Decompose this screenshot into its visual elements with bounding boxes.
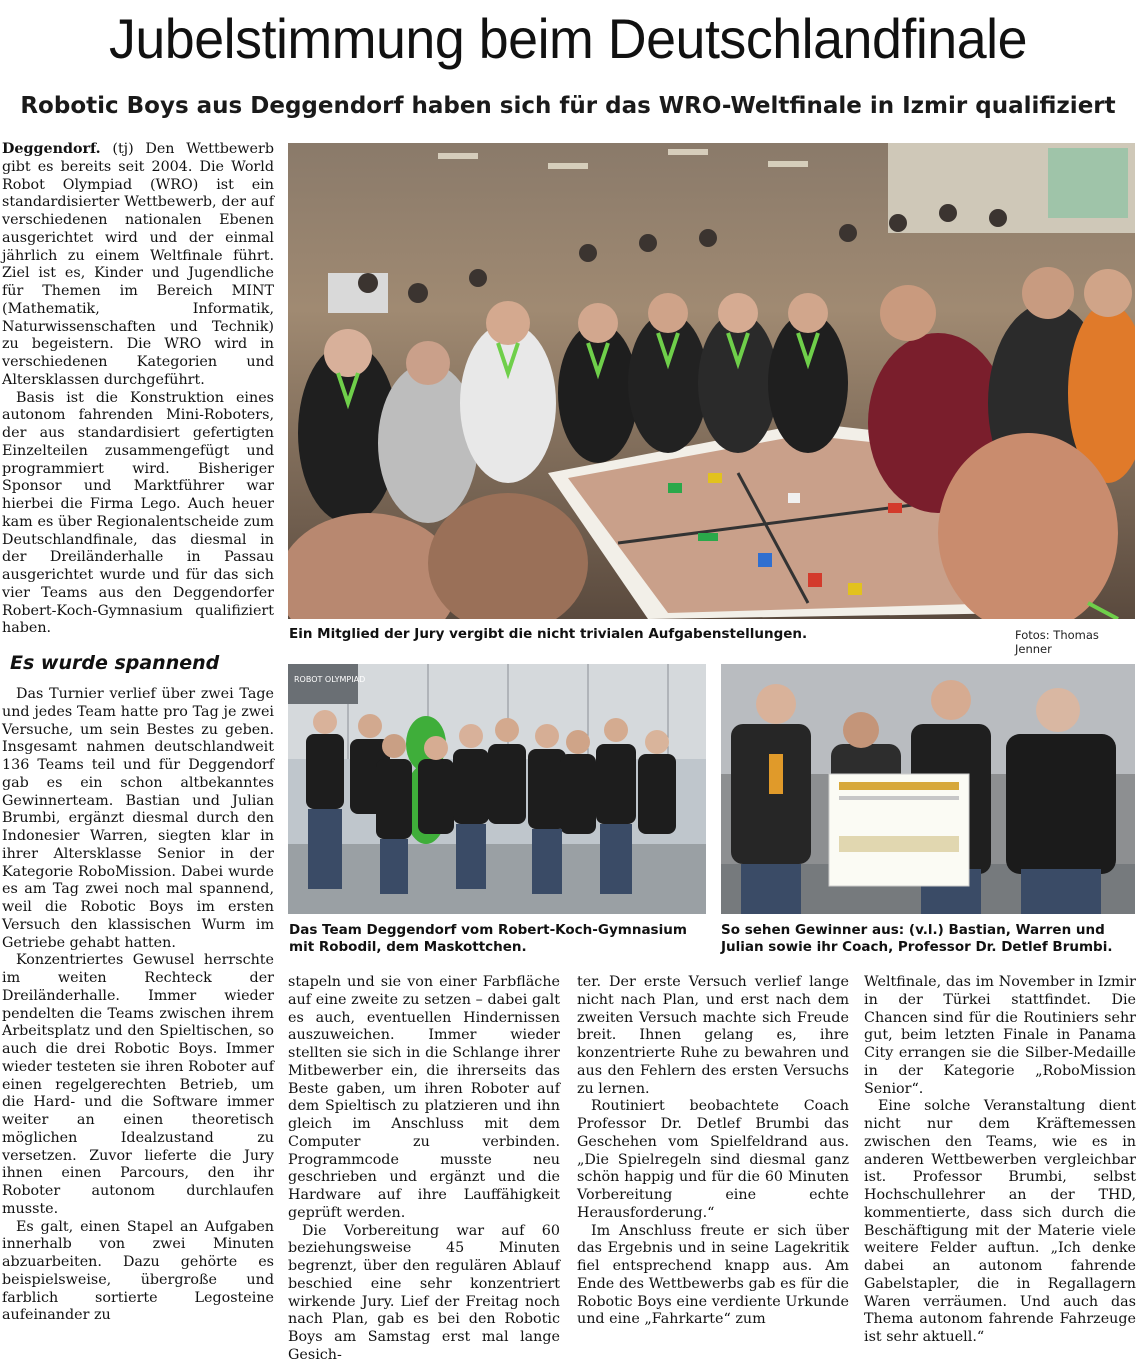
- paragraph: Es galt, einen Stapel an Aufgaben innerhalb von zwei Minuten abzuarbeiten. Dazu gehörte es beispielsweise, übergroße und farblich sortierte Legosteine aufeinander zu: [2, 1218, 274, 1324]
- paragraph: stapeln und sie von einer Farbfläche auf eine zweite zu setzen – dabei galt es auch, eventuellen Hindernissen auszuweichen. Immer wieder stellten sie sich in die Schlange ihrer Mitbewerber ein, die ihrerseits das Beste gaben, um ihren Roboter auf dem Spieltisch zu platzieren und ihn gleich im Anschluss mit dem Computer zu verbinden. Programmcode musste neu geschrieben und ergänzt und die Hardware auf ihre Lauffähigkeit geprüft werden.: [288, 974, 560, 1221]
- column-3: [577, 974, 849, 1329]
- headline: Jubelstimmung beim Deutschlandfinale: [108, 7, 1028, 70]
- paragraph: Basis ist die Konstruktion eines autonom fahrenden Mini-Roboters, der aus standardisiert gefertigten Einzelteilen zusammengefügt und programmiert wird. Bisheriger Sponsor und Marktführer war hierbei die Firma Lego. Auch heuer kam es über Regionalentscheide zum Deutschlandfinale, das diesmal in der Dreiländerhalle in Passau ausgerichtet wurde und für das sich vier Teams aus den Deggendorfer Robert-Koch-Gymnasium qualifiziert haben.: [2, 389, 274, 637]
- main-photo-caption: Ein Mitglied der Jury vergibt die nicht trivialen Aufgabenstellungen.: [289, 626, 808, 642]
- subheading: Es wurde spannend: [10, 652, 220, 674]
- paragraph: ter. Der erste Versuch verlief lange nicht nach Plan, und erst nach dem zweiten Versuch machte sich Freude breit. Ihnen gelang es, ihre konzentrierte Ruhe zu bewahren und aus den Fehlern des ersten Versuchs zu lernen.: [577, 974, 849, 1097]
- paragraph: Das Turnier verlief über zwei Tage und jedes Team hatte pro Tag je zwei Versuche, um sein Bestes zu geben. Insgesamt nahmen deutschlandweit 136 Teams teil und für Deggendorf gab es ein schon altbekanntes Gewinnerteam. Bastian und Julian Brumbi, ergänzt diesmal durch den Indonesier Warren, siegten klar in ihrer Altersklasse Senior in der Kategorie RoboMission. Dabei wurde es am Tag zwei noch mal spannend, weil die Robotic Boys im ersten Versuch den klassischen Wurm im Getriebe gehabt hatten.: [2, 686, 274, 951]
- team-photo-caption: Das Team Deggendorf vom Robert-Koch-Gymnasium mit Robodil, dem Maskottchen.: [289, 922, 687, 955]
- column-2: [288, 974, 560, 1365]
- column-4: [864, 974, 1136, 1347]
- main-photo: [288, 143, 1135, 619]
- paragraph: Eine solche Veranstaltung dient nicht nur dem Kräftemessen zwischen den Teams, wie es in anderen Wettbewerben vergleichbar ist. Professor Brumbi, selbst Hochschullehrer an der THD, kommentierte, dass sich durch die Beschäftigung mit der Materie viele weitere Felder auftun. „Ich denke dabei an autonom fahrende Gabelstapler, die in Regallagern Waren verräumen. Und auch das Thema autonom fahrende Fahrzeuge ist sehr aktuell.“: [864, 1098, 1136, 1345]
- paragraph: Die Vorbereitung war auf 60 beziehungsweise 45 Minuten begrenzt, über den regulären Ablauf beschied eine sehr konzentriert wirkende Jury. Lief der Freitag noch nach Plan, gab es bei den Robotic Boys am Samstag erst mal lange Gesich-: [288, 1222, 560, 1363]
- intro-text: (tj) Den Wettbewerb gibt es bereits seit 2004. Die World Robot Olympiad (WRO) ist ein standardisierter Wettbewerb, der auf verschiedenen nationalen Ebenen ausgerichtet wird und der einmal jährlich zu einem Weltfinale führt. Ziel ist es, Kinder und Jugendliche für Themen im Bereich MINT (Mathematik, Informatik, Naturwissenschaften und Technik) zu begeistern. Die WRO wird in verschiedenen Kategorien und Altersklassen durchgeführt.: [2, 141, 274, 388]
- photo-credit: Fotos: Thomas Jenner: [1015, 628, 1099, 656]
- winners-photo-caption: So sehen Gewinner aus: (v.l.) Bastian, Warren und Julian sowie ihr Coach, Professor Dr. Detlef Brumbi.: [721, 922, 1113, 955]
- paragraph: Im Anschluss freute er sich über das Ergebnis und in seine Lagekritik fiel entsprechend knapp aus. Am Ende des Wettbewerbs gab es für die Robotic Boys eine verdiente Urkunde und eine „Fahrkarte“ zum: [577, 1222, 849, 1328]
- intro-paragraph: [2, 141, 274, 390]
- paragraph: Weltfinale, das im November in Izmir in der Türkei stattfindet. Die Chancen sind für die Routiniers sehr gut, beim letzten Finale in Panama City errangen sie die Silber-Medaille in der Kategorie „RoboMission Senior“.: [864, 974, 1136, 1097]
- subheadline: Robotic Boys aus Deggendorf haben sich für das WRO-Weltfinale in Izmir qualifiziert: [20, 93, 1116, 119]
- paragraph: Konzentriertes Gewusel herrschte im weiten Rechteck der Dreiländerhalle. Immer wieder pendelten die Teams zwischen ihrem Arbeitsplatz und den Spieltischen, so auch die drei Robotic Boys. Immer wieder testeten sie ihren Roboter auf einen regelgerechten Betrieb, um die Hard- und die Software immer weiter an einen theoretisch möglichen Idealzustand zu versetzen. Zuvor lieferte die Jury ihnen einen Parcours, den ihr Roboter autonom durchlaufen musste.: [2, 952, 274, 1217]
- team-photo: [288, 664, 706, 914]
- winners-photo: [721, 664, 1135, 914]
- banner-text: ROBOT OLYMPIAD: [294, 675, 366, 684]
- paragraph: Routiniert beobachtete Coach Professor Dr. Detlef Brumbi das Geschehen vom Spielfeldrand aus. „Die Spielregeln sind diesmal ganz schön happig und für die 60 Minuten Vorbereitung eine echte Herausforderung.“: [577, 1098, 849, 1221]
- column-1: [2, 141, 274, 1325]
- dateline: Deggendorf.: [2, 141, 101, 157]
